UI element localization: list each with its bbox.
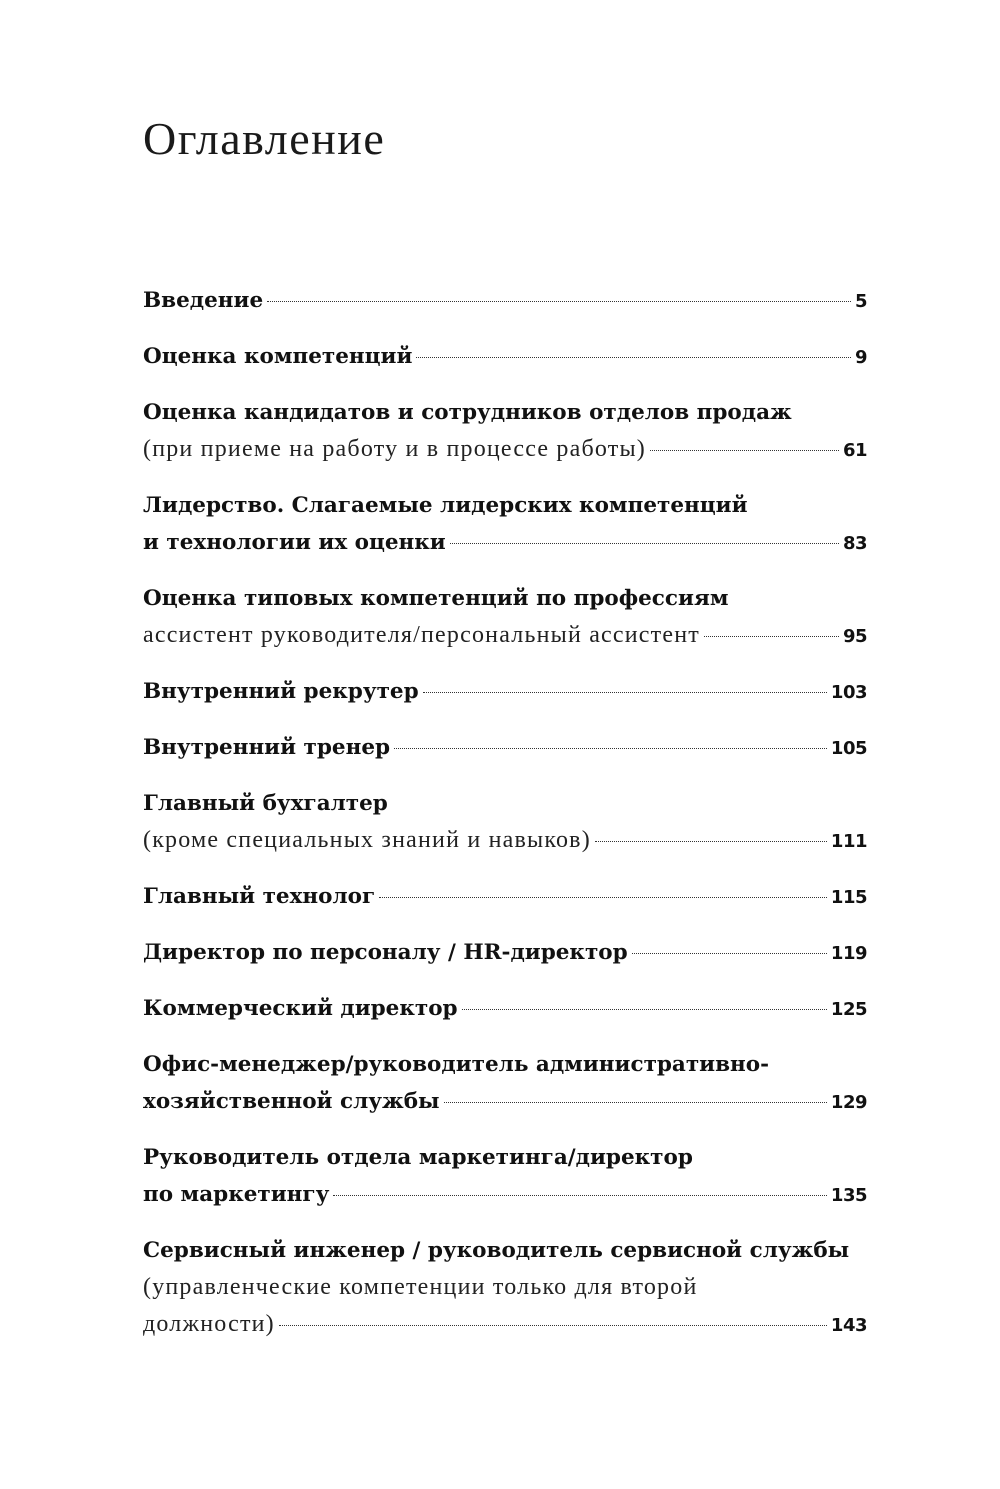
toc-entry[interactable]	[143, 878, 867, 916]
dot-leader	[379, 897, 827, 898]
toc-entry[interactable]	[143, 394, 867, 469]
toc-page-number: 5	[854, 291, 867, 312]
toc-entry-title: хозяйственной службы	[143, 1089, 440, 1114]
toc-entry-title: Директор по персоналу / HR-директор	[143, 940, 628, 965]
dot-leader	[632, 953, 827, 954]
toc-entry-title: Оценка типовых компетенций по профессиям	[143, 586, 729, 611]
dot-leader	[650, 450, 839, 451]
toc-entry-title: Оценка кандидатов и сотрудников отделов продаж	[143, 400, 792, 425]
toc-entry-title: Главный бухгалтер	[143, 791, 388, 816]
toc-entry-title: Лидерство. Слагаемые лидерских компетенций	[143, 493, 748, 518]
toc-entry-title: (управленческие компетенции только для второй	[143, 1274, 698, 1300]
toc-entry-title: должности)	[143, 1311, 275, 1337]
toc-entry[interactable]	[143, 1232, 867, 1344]
toc-entry[interactable]	[143, 1046, 867, 1121]
toc-entry[interactable]	[143, 729, 867, 767]
toc-entry-title: (кроме специальных знаний и навыков)	[143, 827, 591, 853]
page-title: Оглавление	[143, 113, 386, 164]
toc-page-number: 111	[830, 831, 867, 852]
toc-entry[interactable]	[143, 990, 867, 1028]
toc-page-number: 143	[830, 1315, 867, 1336]
toc-page-number: 125	[830, 999, 867, 1020]
dot-leader	[595, 841, 827, 842]
toc-entry-title: Внутренний рекрутер	[143, 679, 419, 704]
toc-entry-title: Сервисный инженер / руководитель сервисной службы	[143, 1238, 850, 1263]
toc-entry-title: (при приеме на работу и в процессе работы)	[143, 436, 646, 462]
toc-page-number: 103	[830, 682, 867, 703]
toc-entry[interactable]	[143, 580, 867, 655]
dot-leader	[462, 1009, 827, 1010]
toc-entry-title: Оценка компетенций	[143, 344, 413, 369]
toc-entry[interactable]	[143, 338, 867, 376]
toc-entry[interactable]	[143, 673, 867, 711]
toc-entry-title: ассистент руководителя/персональный ассистент	[143, 622, 700, 648]
toc-entry-title: Введение	[143, 288, 264, 313]
toc-page-number: 95	[842, 626, 867, 647]
toc-entry[interactable]	[143, 282, 867, 320]
toc-entry[interactable]	[143, 934, 867, 972]
toc-entry-title: и технологии их оценки	[143, 530, 446, 555]
dot-leader	[394, 748, 827, 749]
toc-entry[interactable]	[143, 785, 867, 860]
dot-leader	[450, 543, 839, 544]
dot-leader	[333, 1195, 827, 1196]
toc-page-number: 129	[830, 1092, 867, 1113]
toc-entry-title: Коммерческий директор	[143, 996, 458, 1021]
toc-entry-title: по маркетингу	[143, 1182, 330, 1207]
toc-page-number: 105	[830, 738, 867, 759]
toc-page-number: 115	[830, 887, 867, 908]
toc-page-number: 9	[854, 347, 867, 368]
toc-entry-title: Внутренний тренер	[143, 735, 391, 760]
toc-page-number: 135	[830, 1185, 867, 1206]
dot-leader	[416, 357, 851, 358]
toc-entry[interactable]	[143, 487, 867, 562]
table-of-contents	[143, 282, 867, 1362]
toc-entry-title: Главный технолог	[143, 884, 376, 909]
toc-entry-title: Офис-менеджер/руководитель административно-	[143, 1052, 770, 1077]
toc-page-number: 61	[842, 440, 867, 461]
dot-leader	[444, 1102, 827, 1103]
dot-leader	[279, 1325, 827, 1326]
toc-entry-title: Руководитель отдела маркетинга/директор	[143, 1145, 693, 1170]
toc-page-number: 119	[830, 943, 867, 964]
toc-page-number: 83	[842, 533, 867, 554]
toc-entry[interactable]	[143, 1139, 867, 1214]
dot-leader	[267, 301, 851, 302]
dot-leader	[423, 692, 827, 693]
dot-leader	[704, 636, 839, 637]
